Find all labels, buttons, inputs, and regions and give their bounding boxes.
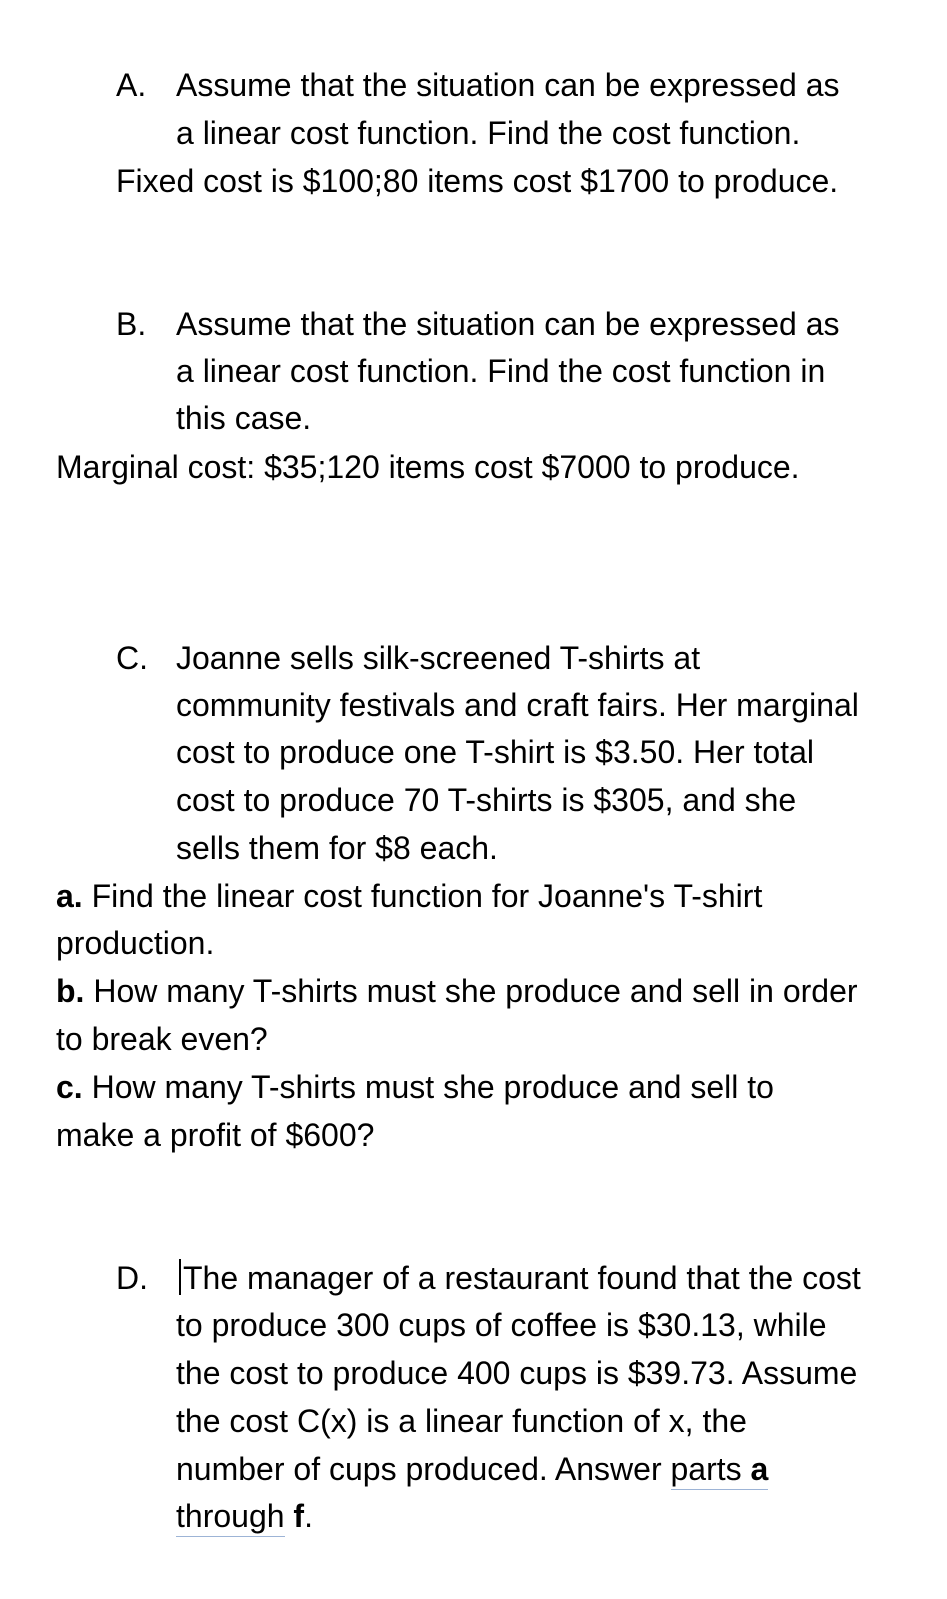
part-a-line-1: [56, 880, 762, 912]
section-d-line-2: to produce 300 cups of coffee is $30.13, while: [176, 1307, 827, 1343]
section-b-line-2: a linear cost function. Find the cost function in: [176, 353, 826, 389]
part-c-text-1: How many T-shirts must she produce and sell to: [82, 1069, 774, 1105]
section-c-line-5: sells them for $8 each.: [176, 830, 498, 866]
section-a-line-2: a linear cost function. Find the cost function.: [176, 115, 801, 151]
section-b-line-1: Assume that the situation can be expressed as: [176, 306, 840, 342]
section-d-line-5: [176, 1453, 768, 1485]
section-b-line-3: this case.: [176, 400, 312, 436]
section-d-line-5-text: number of cups produced. Answer: [176, 1451, 671, 1487]
part-b-text-1: How many T-shirts must she produce and sell in order: [84, 973, 858, 1009]
part-a-line-2: production.: [56, 925, 215, 961]
part-b-label: b.: [56, 973, 85, 1009]
section-c-line-3: cost to produce one T-shirt is $3.50. Her total: [176, 734, 814, 770]
part-b-line-1: [56, 975, 858, 1007]
part-c-label: c.: [56, 1069, 83, 1105]
section-b-marker: B.: [116, 306, 147, 342]
section-c-line-1: Joanne sells silk-screened T-shirts at: [176, 640, 701, 676]
parts-link[interactable]: [671, 1451, 769, 1490]
text-cursor: [179, 1259, 181, 1295]
section-d-line-6: [176, 1500, 313, 1532]
parts-f-label: f: [293, 1498, 305, 1534]
section-a-marker: A.: [116, 67, 147, 103]
parts-link-text: parts: [670, 1451, 751, 1487]
part-c-line-1: [56, 1071, 774, 1103]
section-d-line-4: the cost C(x) is a linear function of x, the: [176, 1403, 747, 1439]
section-d-marker: D.: [116, 1260, 148, 1296]
section-d-line-1: The manager of a restaurant found that the cost: [183, 1260, 861, 1296]
section-d-line-3: the cost to produce 400 cups is $39.73. Assume: [176, 1355, 858, 1391]
through-link[interactable]: through: [176, 1498, 285, 1537]
parts-a-label: a: [750, 1451, 769, 1487]
section-c-line-2: community festivals and craft fairs. Her marginal: [176, 687, 859, 723]
part-b-line-2: to break even?: [56, 1021, 268, 1057]
section-a-line-1: Assume that the situation can be expressed as: [176, 67, 840, 103]
section-b-detail: Marginal cost: $35;120 items cost $7000 to produce.: [56, 449, 800, 485]
section-c-line-4: cost to produce 70 T-shirts is $305, and she: [176, 782, 797, 818]
section-d-period: .: [304, 1498, 313, 1534]
part-a-text-1: Find the linear cost function for Joanne's T-shirt: [82, 878, 763, 914]
part-c-line-2: make a profit of $600?: [56, 1117, 375, 1153]
section-c-marker: C.: [116, 640, 148, 676]
part-a-label: a.: [56, 878, 83, 914]
section-a-detail: Fixed cost is $100;80 items cost $1700 to produce.: [116, 163, 839, 199]
